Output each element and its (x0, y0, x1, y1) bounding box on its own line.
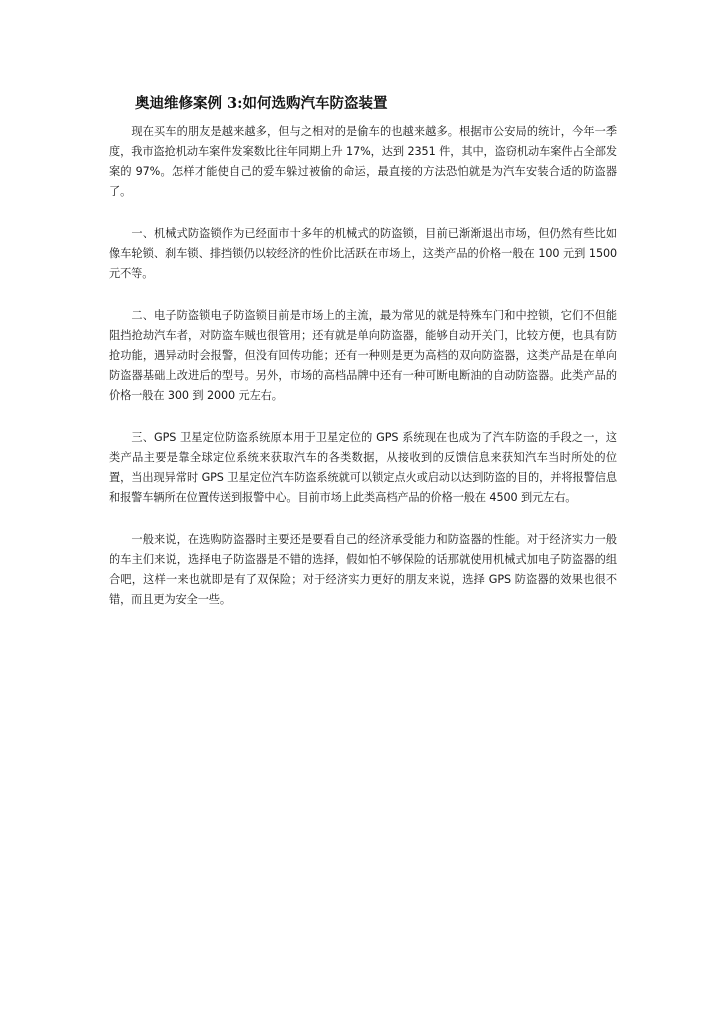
paragraph-electronic-lock: 二、电子防盗锁电子防盗锁目前是市场上的主流，最为常见的就是特殊车门和中控锁，它们不但能阻挡抢劫汽车者，对防盗车贼也很管用；还有就是单向防盗器，能够自动开关门，比较方便，也具有防抢功能，遇异动时会报警，但没有回传功能；还有一种则是更为高档的双向防盗器，这类产品是在单向防盗器基础上改进后的型号。另外，市场的高档品牌中还有一种可断电断油的自动防盗器。此类产品的价格一般在 300 到 2000 元左右。 (109, 309, 617, 402)
document-title: 奥迪维修案例 3:如何选购汽车防盗装置 (135, 95, 388, 112)
paragraph-intro: 现在买车的朋友是越来越多，但与之相对的是偷车的也越来越多。根据市公安局的统计，今年一季度，我市盗抢机动车案件发案数比往年同期上升 17%，达到 2351 件，其中，盗窃机动车案件占全部发案的 97%。怎样才能使自己的爱车躲过被偷的命运，最直接的方法恐怕就是为汽车安装合适的防盗器了。 (109, 125, 617, 198)
paragraph-conclusion: 一般来说，在选购防盗器时主要还是要看自己的经济承受能力和防盗器的性能。对于经济实力一般的车主们来说，选择电子防盗器是不错的选择，假如怕不够保险的话那就使用机械式加电子防盗器的组合吧，这样一来也就即是有了双保险；对于经济实力更好的朋友来说，选择 GPS 防盗器的效果也很不错，而且更为安全一些。 (109, 533, 617, 606)
paragraph-mechanical-lock: 一、机械式防盗锁作为已经面市十多年的机械式的防盗锁，目前已渐渐退出市场，但仍然有些比如像车轮锁、刹车锁、排挡锁仍以较经济的性价比活跃在市场上，这类产品的价格一般在 100 元到 1500 元不等。 (109, 227, 617, 280)
paragraph-gps-system: 三、GPS 卫星定位防盗系统原本用于卫星定位的 GPS 系统现在也成为了汽车防盗的手段之一，这类产品主要是靠全球定位系统来获取汽车的各类数据，从接收到的反馈信息来获知汽车当时所处的位置，当出现异常时 GPS 卫星定位汽车防盗系统就可以锁定点火或启动以达到防盗的目的，并将报警信息和报警车辆所在位置传送到报警中心。目前市场上此类高档产品的价格一般在 4500 到元左右。 (109, 431, 617, 504)
document-body (109, 94, 617, 632)
